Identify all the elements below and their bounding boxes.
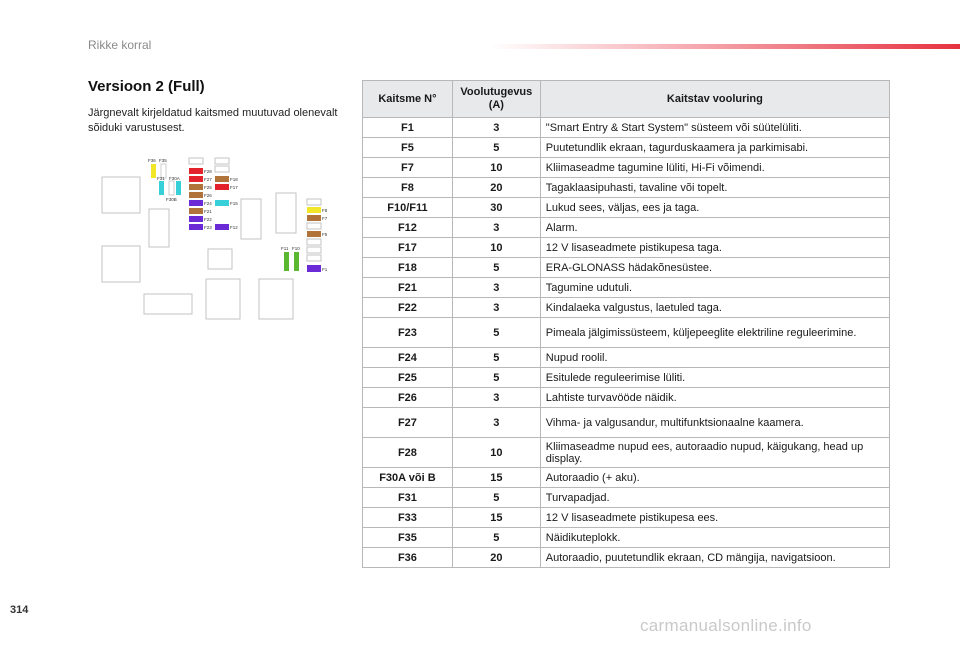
fuse-f15: [215, 200, 229, 206]
cell-amperage: 3: [452, 278, 540, 298]
table-row: [363, 258, 890, 278]
cell-circuit: 12 V lisaseadmete pistikupesa taga.: [540, 238, 889, 258]
section-header: Rikke korral: [88, 38, 152, 52]
cell-fuse-number: F8: [363, 178, 453, 198]
table-row: [363, 278, 890, 298]
table-body: [363, 118, 890, 568]
cell-fuse-number: F17: [363, 238, 453, 258]
table-row: [363, 548, 890, 568]
label-f18: F18: [230, 177, 238, 182]
intro-text: Järgnevalt kirjeldatud kaitsmed muutuvad olenevalt sõiduki varustusest.: [88, 107, 338, 134]
label-f7: F7: [322, 216, 328, 221]
relay-block: [241, 199, 261, 239]
fuse-table: [362, 80, 890, 568]
fuse-f10: [294, 252, 299, 271]
table-row: [363, 198, 890, 218]
cell-circuit: 12 V lisaseadmete pistikupesa ees.: [540, 508, 889, 528]
cell-amperage: 10: [452, 158, 540, 178]
label-f35: F35: [159, 158, 167, 163]
cell-amperage: 5: [452, 318, 540, 348]
fuse-f7: [307, 215, 321, 221]
cell-circuit: Vihma- ja valgusandur, multifunktsionaalne kaamera.: [540, 408, 889, 438]
cell-amperage: 3: [452, 408, 540, 438]
relay-block: [149, 209, 169, 247]
cell-amperage: 5: [452, 258, 540, 278]
fuse-slot: [307, 239, 321, 245]
label-f27: F27: [204, 177, 212, 182]
label-f1: F1: [322, 267, 328, 272]
label-f17: F17: [230, 185, 238, 190]
cell-circuit: Pimeala jälgimissüsteem, küljepeeglite elektriline reguleerimine.: [540, 318, 889, 348]
header-accent-bar: [490, 44, 960, 49]
cell-fuse-number: F36: [363, 548, 453, 568]
table-row: [363, 238, 890, 258]
fuse-slot: [307, 223, 321, 229]
table-row: [363, 438, 890, 468]
cell-fuse-number: F22: [363, 298, 453, 318]
label-f15: F15: [230, 201, 238, 206]
table-row: [363, 318, 890, 348]
label-f24: F24: [204, 201, 212, 206]
label-f21: F21: [204, 209, 212, 214]
fuse-f5: [307, 231, 321, 237]
relay-block: [208, 249, 232, 269]
fuse-f36: [151, 164, 156, 178]
cell-fuse-number: F35: [363, 528, 453, 548]
cell-circuit: Tagumine udutuli.: [540, 278, 889, 298]
fuse-f8: [307, 207, 321, 213]
fuse-f27: [189, 176, 203, 182]
cell-fuse-number: F5: [363, 138, 453, 158]
label-f11: F11: [281, 246, 289, 251]
table-row: [363, 298, 890, 318]
cell-amperage: 15: [452, 508, 540, 528]
cell-fuse-number: F21: [363, 278, 453, 298]
cell-circuit: Esitulede reguleerimise lüliti.: [540, 368, 889, 388]
table-row: [363, 488, 890, 508]
cell-fuse-number: F25: [363, 368, 453, 388]
relay-block: [102, 246, 140, 282]
label-f5: F5: [322, 232, 328, 237]
cell-circuit: Turvapadjad.: [540, 488, 889, 508]
cell-amperage: 10: [452, 238, 540, 258]
label-f36: F36: [148, 158, 156, 163]
fuse-f11: [284, 252, 289, 271]
fuse-slot: [307, 199, 321, 205]
cell-circuit: ERA-GLONASS hädakõnesüstee.: [540, 258, 889, 278]
watermark: carmanualsonline.info: [640, 616, 812, 635]
cell-amperage: 3: [452, 298, 540, 318]
label-f25: F25: [204, 185, 212, 190]
cell-circuit: Lahtiste turvavööde näidik.: [540, 388, 889, 408]
fuse-f22: [189, 216, 203, 222]
cell-fuse-number: F27: [363, 408, 453, 438]
fuse-f12: [215, 224, 229, 230]
label-f10: F10: [292, 246, 300, 251]
relay-block: [144, 294, 192, 314]
cell-circuit: Kliimaseadme nupud ees, autoraadio nupud, käigukang, head up display.: [540, 438, 889, 468]
fuse-f21: [189, 208, 203, 214]
label-f23: F23: [204, 225, 212, 230]
fuse-slot: [307, 247, 321, 253]
cell-fuse-number: F18: [363, 258, 453, 278]
cell-fuse-number: F28: [363, 438, 453, 468]
label-f12: F12: [230, 225, 238, 230]
label-f30a: F30A: [169, 176, 180, 181]
page-title: Versioon 2 (Full): [88, 78, 205, 95]
cell-circuit: Autoraadio, puutetundlik ekraan, CD mängija, navigatsioon.: [540, 548, 889, 568]
header-amperage: Voolutugevus (A): [452, 81, 540, 118]
fuse-f30b: [176, 181, 181, 195]
cell-fuse-number: F7: [363, 158, 453, 178]
cell-fuse-number: F10/F11: [363, 198, 453, 218]
cell-amperage: 20: [452, 178, 540, 198]
label-f26: F26: [204, 193, 212, 198]
table-row: [363, 528, 890, 548]
table-row: [363, 118, 890, 138]
table-row: [363, 388, 890, 408]
table-header-row: [363, 81, 890, 118]
table-row: [363, 508, 890, 528]
table-row: [363, 178, 890, 198]
table-row: [363, 158, 890, 178]
table-row: [363, 218, 890, 238]
label-f22: F22: [204, 217, 212, 222]
label-f31: F31: [157, 176, 165, 181]
fuse-f1: [307, 265, 321, 272]
fuse-f26: [189, 192, 203, 198]
fuse-f30a: [169, 181, 174, 195]
relay-block: [206, 279, 240, 319]
cell-fuse-number: F12: [363, 218, 453, 238]
fuse-f23: [189, 224, 203, 230]
relay-block: [276, 193, 296, 233]
fuse-box-diagram: [100, 155, 340, 325]
cell-circuit: Alarm.: [540, 218, 889, 238]
fuse-slot: [307, 255, 321, 261]
cell-amperage: 5: [452, 348, 540, 368]
cell-amperage: 3: [452, 218, 540, 238]
cell-amperage: 5: [452, 138, 540, 158]
cell-amperage: 10: [452, 438, 540, 468]
cell-amperage: 30: [452, 198, 540, 218]
cell-fuse-number: F31: [363, 488, 453, 508]
fuse-box-svg: [100, 155, 340, 325]
cell-circuit: Kliimaseadme tagumine lüliti, Hi-Fi võimendi.: [540, 158, 889, 178]
cell-amperage: 20: [452, 548, 540, 568]
table-row: [363, 468, 890, 488]
relay-block: [259, 279, 293, 319]
fuse-f28: [189, 168, 203, 174]
table-row: [363, 408, 890, 438]
label-f30b: F30B: [166, 197, 177, 202]
fuse-f31: [159, 181, 164, 195]
cell-circuit: Tagaklaasipuhasti, tavaline või topelt.: [540, 178, 889, 198]
cell-amperage: 5: [452, 528, 540, 548]
cell-circuit: Puutetundlik ekraan, tagurduskaamera ja parkimisabi.: [540, 138, 889, 158]
cell-fuse-number: F24: [363, 348, 453, 368]
cell-circuit: Näidikuteplokk.: [540, 528, 889, 548]
fuse-f18: [215, 176, 229, 182]
cell-circuit: Nupud roolil.: [540, 348, 889, 368]
fuse-slot: [189, 158, 203, 164]
cell-fuse-number: F30A või B: [363, 468, 453, 488]
relay-block: [102, 177, 140, 213]
table-row: [363, 348, 890, 368]
cell-circuit: Autoraadio (+ aku).: [540, 468, 889, 488]
cell-fuse-number: F33: [363, 508, 453, 528]
label-f8: F8: [322, 208, 328, 213]
cell-amperage: 5: [452, 488, 540, 508]
cell-amperage: 3: [452, 118, 540, 138]
cell-amperage: 15: [452, 468, 540, 488]
header-fuse-number: Kaitsme N°: [363, 81, 453, 118]
fuse-f25: [189, 184, 203, 190]
fuse-slot: [215, 158, 229, 164]
label-f28: F28: [204, 169, 212, 174]
table-row: [363, 368, 890, 388]
cell-circuit: Lukud sees, väljas, ees ja taga.: [540, 198, 889, 218]
cell-fuse-number: F1: [363, 118, 453, 138]
cell-circuit: "Smart Entry & Start System" süsteem või süütelüliti.: [540, 118, 889, 138]
cell-amperage: 5: [452, 368, 540, 388]
table-row: [363, 138, 890, 158]
header-protected-circuit: Kaitstav vooluring: [540, 81, 889, 118]
page-number: 314: [10, 604, 29, 616]
fuse-f24: [189, 200, 203, 206]
cell-fuse-number: F26: [363, 388, 453, 408]
cell-amperage: 3: [452, 388, 540, 408]
fuse-f17: [215, 184, 229, 190]
cell-fuse-number: F23: [363, 318, 453, 348]
fuse-slot: [215, 166, 229, 172]
cell-circuit: Kindalaeka valgustus, laetuled taga.: [540, 298, 889, 318]
